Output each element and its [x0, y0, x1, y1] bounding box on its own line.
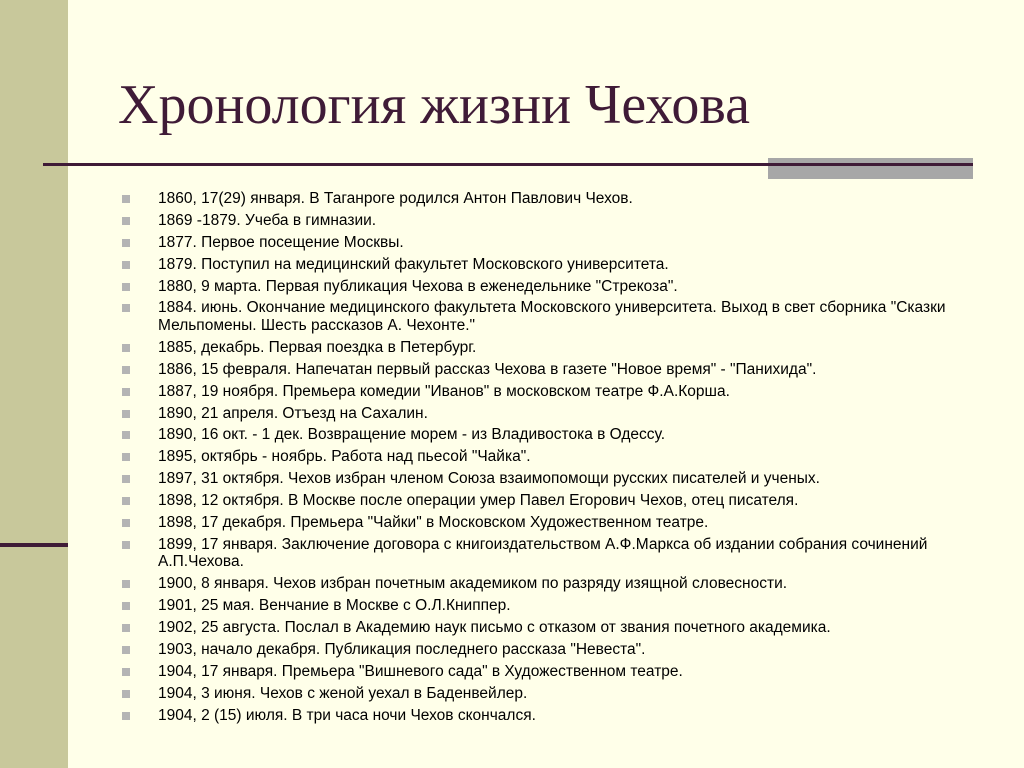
list-item: [122, 685, 1002, 703]
list-item-text: 1901, 25 мая. Венчание в Москве с О.Л.Книппер.: [158, 597, 511, 615]
list-item: [122, 575, 1002, 593]
list-item-text: 1885, декабрь. Первая поездка в Петербург.: [158, 338, 477, 356]
list-item-text: 1902, 25 августа. Послал в Академию наук письмо с отказом от звания почетного академика.: [158, 619, 831, 637]
square-bullet-icon: [122, 283, 130, 291]
square-bullet-icon: [122, 344, 130, 352]
square-bullet-icon: [122, 431, 130, 439]
square-bullet-icon: [122, 624, 130, 632]
list-item: [122, 641, 1002, 659]
list-item-text: 1904, 3 июня. Чехов с женой уехал в Баденвейлер.: [158, 684, 528, 702]
list-item-text: 1899, 17 января. Заключение договора с книгоиздательством А.Ф.Маркса об издании собрания сочинений А.П.Чехова.: [158, 535, 928, 571]
list-item: [122, 212, 1002, 230]
list-item-text: 1887, 19 ноября. Премьера комедии "Иванов" в московском театре Ф.А.Корша.: [158, 382, 730, 400]
list-item: [122, 536, 1002, 571]
list-item: [122, 361, 1002, 379]
list-item-text: 1879. Поступил на медицинский факультет Московского университета.: [158, 255, 669, 273]
square-bullet-icon: [122, 497, 130, 505]
square-bullet-icon: [122, 261, 130, 269]
square-bullet-icon: [122, 541, 130, 549]
list-item-text: 1890, 21 апреля. Отъезд на Сахалин.: [158, 404, 428, 422]
square-bullet-icon: [122, 366, 130, 374]
list-item: [122, 426, 1002, 444]
list-item: [122, 663, 1002, 681]
square-bullet-icon: [122, 712, 130, 720]
list-item: [122, 448, 1002, 466]
list-item: [122, 256, 1002, 274]
side-bar-divider: [0, 543, 68, 547]
square-bullet-icon: [122, 580, 130, 588]
list-item-text: 1898, 12 октября. В Москве после операции умер Павел Егорович Чехов, отец писателя.: [158, 492, 799, 510]
square-bullet-icon: [122, 690, 130, 698]
list-item: [122, 278, 1002, 296]
square-bullet-icon: [122, 388, 130, 396]
list-item: [122, 514, 1002, 532]
list-item: [122, 339, 1002, 357]
list-item-text: 1904, 2 (15) июля. В три часа ночи Чехов скончался.: [158, 706, 536, 724]
list-item: [122, 707, 1002, 725]
square-bullet-icon: [122, 304, 130, 312]
list-item-text: 1869 -1879. Учеба в гимназии.: [158, 211, 377, 229]
list-item: [122, 234, 1002, 252]
list-item-text: 1890, 16 окт. - 1 дек. Возвращение морем - из Владивостока в Одессу.: [158, 426, 666, 444]
title-accent-bar: [768, 158, 973, 179]
square-bullet-icon: [122, 475, 130, 483]
list-item-text: 1886, 15 февраля. Напечатан первый рассказ Чехова в газете "Новое время" - "Панихида".: [158, 360, 817, 378]
list-item: [122, 470, 1002, 488]
list-item-text: 1898, 17 декабря. Премьера "Чайки" в Московском Художественном театре.: [158, 513, 709, 531]
square-bullet-icon: [122, 646, 130, 654]
list-item: [122, 597, 1002, 615]
chronology-list: [122, 190, 1002, 728]
slide-title: Хронология жизни Чехова: [118, 74, 750, 136]
list-item-text: 1900, 8 января. Чехов избран почетным академиком по разряду изящной словесности.: [158, 575, 788, 593]
square-bullet-icon: [122, 668, 130, 676]
square-bullet-icon: [122, 217, 130, 225]
list-item: [122, 405, 1002, 423]
list-item-text: 1903, начало декабря. Публикация последнего рассказа "Невеста".: [158, 640, 646, 658]
list-item: [122, 383, 1002, 401]
list-item: [122, 492, 1002, 510]
list-item-text: 1897, 31 октября. Чехов избран членом Союза взаимопомощи русских писателей и ученых.: [158, 470, 820, 488]
square-bullet-icon: [122, 239, 130, 247]
square-bullet-icon: [122, 602, 130, 610]
square-bullet-icon: [122, 519, 130, 527]
list-item: [122, 190, 1002, 208]
list-item: [122, 619, 1002, 637]
list-item-text: 1877. Первое посещение Москвы.: [158, 233, 404, 251]
list-item-text: 1895, октябрь - ноябрь. Работа над пьесой "Чайка".: [158, 448, 531, 466]
list-item-text: 1884. июнь. Окончание медицинского факультета Московского университета. Выход в свет сборника "Сказки Мельпомены. Шесть рассказов А. Чехонте.": [158, 299, 946, 334]
square-bullet-icon: [122, 410, 130, 418]
left-side-bar: [0, 0, 68, 768]
title-underline: [43, 163, 973, 166]
list-item-text: 1860, 17(29) января. В Таганроге родился Антон Павлович Чехов.: [158, 190, 633, 207]
square-bullet-icon: [122, 453, 130, 461]
list-item-text: 1904, 17 января. Премьера "Вишневого сада" в Художественном театре.: [158, 662, 683, 680]
list-item: [122, 299, 1002, 334]
list-item-text: 1880, 9 марта. Первая публикация Чехова в еженедельнике "Стрекоза".: [158, 277, 678, 295]
square-bullet-icon: [122, 195, 130, 203]
